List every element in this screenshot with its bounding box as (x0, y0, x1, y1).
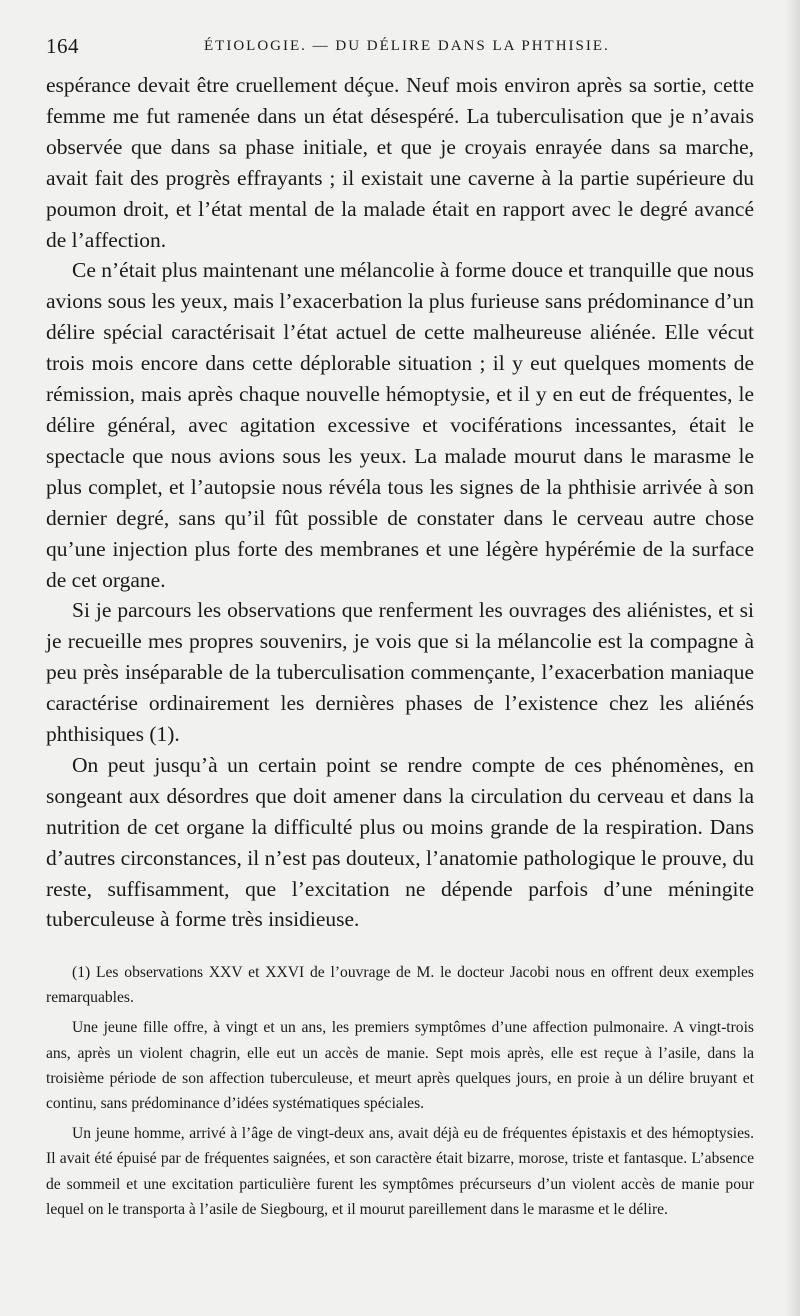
running-head: ÉTIOLOGIE. — DU DÉLIRE DANS LA PHTHISIE. (204, 38, 610, 54)
page-edge-shadow (786, 0, 800, 1316)
page-number: 164 (46, 34, 79, 58)
page-header (46, 34, 758, 58)
footnote-1: (1) Les observations XXV et XXVI de l’ouvrage de M. le docteur Jacobi nous en offrent deux exemples remarquables. (46, 964, 754, 1007)
main-text (46, 70, 754, 935)
paragraph-3: Si je parcours les observations que renferment les ouvrages des aliénistes, et si je recueille mes propres souvenirs, je vois que si la mélancolie est la compagne à peu près inséparable de la tuberculisation commençante, l’exacerbation maniaque caractérise ordinairement les dernières phases de l’existence chez les aliénés phthisiques (1). (46, 598, 754, 747)
paragraph-2: Ce n’était plus maintenant une mélancolie à forme douce et tranquille que nous avions sous les yeux, mais l’exacerbation la plus furieuse sans prédominance d’un délire spécial caractérisait l’état actuel de cette malheureuse aliénée. Elle vécut trois mois encore dans cette déplorable situation ; il y eut quelques moments de rémission, mais après chaque nouvelle hémoptysie, et il y en eut de fréquentes, le délire général, avec agitation excessive et vociférations incessantes, était le spectacle que nous avions sous les yeux. La malade mourut dans le marasme le plus complet, et l’autopsie nous révéla tous les signes de la phthisie arrivée à son dernier degré, sans qu’il fût possible de constater dans le cerveau autre chose qu’une injection plus forte des membranes et une légère hypérémie de la surface de cet organe. (46, 258, 754, 592)
paragraph-1: espérance devait être cruellement déçue. Neuf mois environ après sa sortie, cette femme me fut ramenée dans un état désespéré. La tuberculisation que je n’avais observée que dans sa phase initiale, et que je croyais enrayée dans sa marche, avait fait des progrès effrayants ; il existait une caverne à la partie supérieure du poumon droit, et l’état mental de la malade était en rapport avec le degré avancé de l’affection. (46, 73, 754, 252)
footnote-case-1: Une jeune fille offre, à vingt et un ans, les premiers symptômes d’une affection pulmonaire. A vingt-trois ans, après un violent chagrin, elle eut un accès de manie. Sept mois après, elle est reçue à l’asile, dans la troisième période de son affection tuberculeuse, et meurt après quelques jours, en proie à un délire bruyant et continu, sans prédominance d’idées systématiques spéciales. (46, 1019, 754, 1113)
footnotes (46, 960, 754, 1227)
paragraph-4: On peut jusqu’à un certain point se rendre compte de ces phénomènes, en songeant aux désordres que doit amener dans la circulation du cerveau et dans la nutrition de cet organe la difficulté plus ou moins grande de la respiration. Dans d’autres circonstances, il n’est pas douteux, l’anatomie pathologique le prouve, du reste, suffisamment, que l’excitation ne dépende parfois d’une méningite tuberculeuse à forme très insidieuse. (46, 752, 754, 932)
footnote-case-2: Un jeune homme, arrivé à l’âge de vingt-deux ans, avait déjà eu de fréquentes épistaxis et des hémoptysies. Il avait été épuisé par de fréquentes saignées, et son caractère était bizarre, morose, triste et fantasque. L’absence de sommeil et une excitation particulière furent les symptômes précurseurs d’un violent accès de manie pour lequel on le transporta à l’asile de Siegbourg, et il mourut pareillement dans le marasme et le délire. (46, 1125, 754, 1218)
